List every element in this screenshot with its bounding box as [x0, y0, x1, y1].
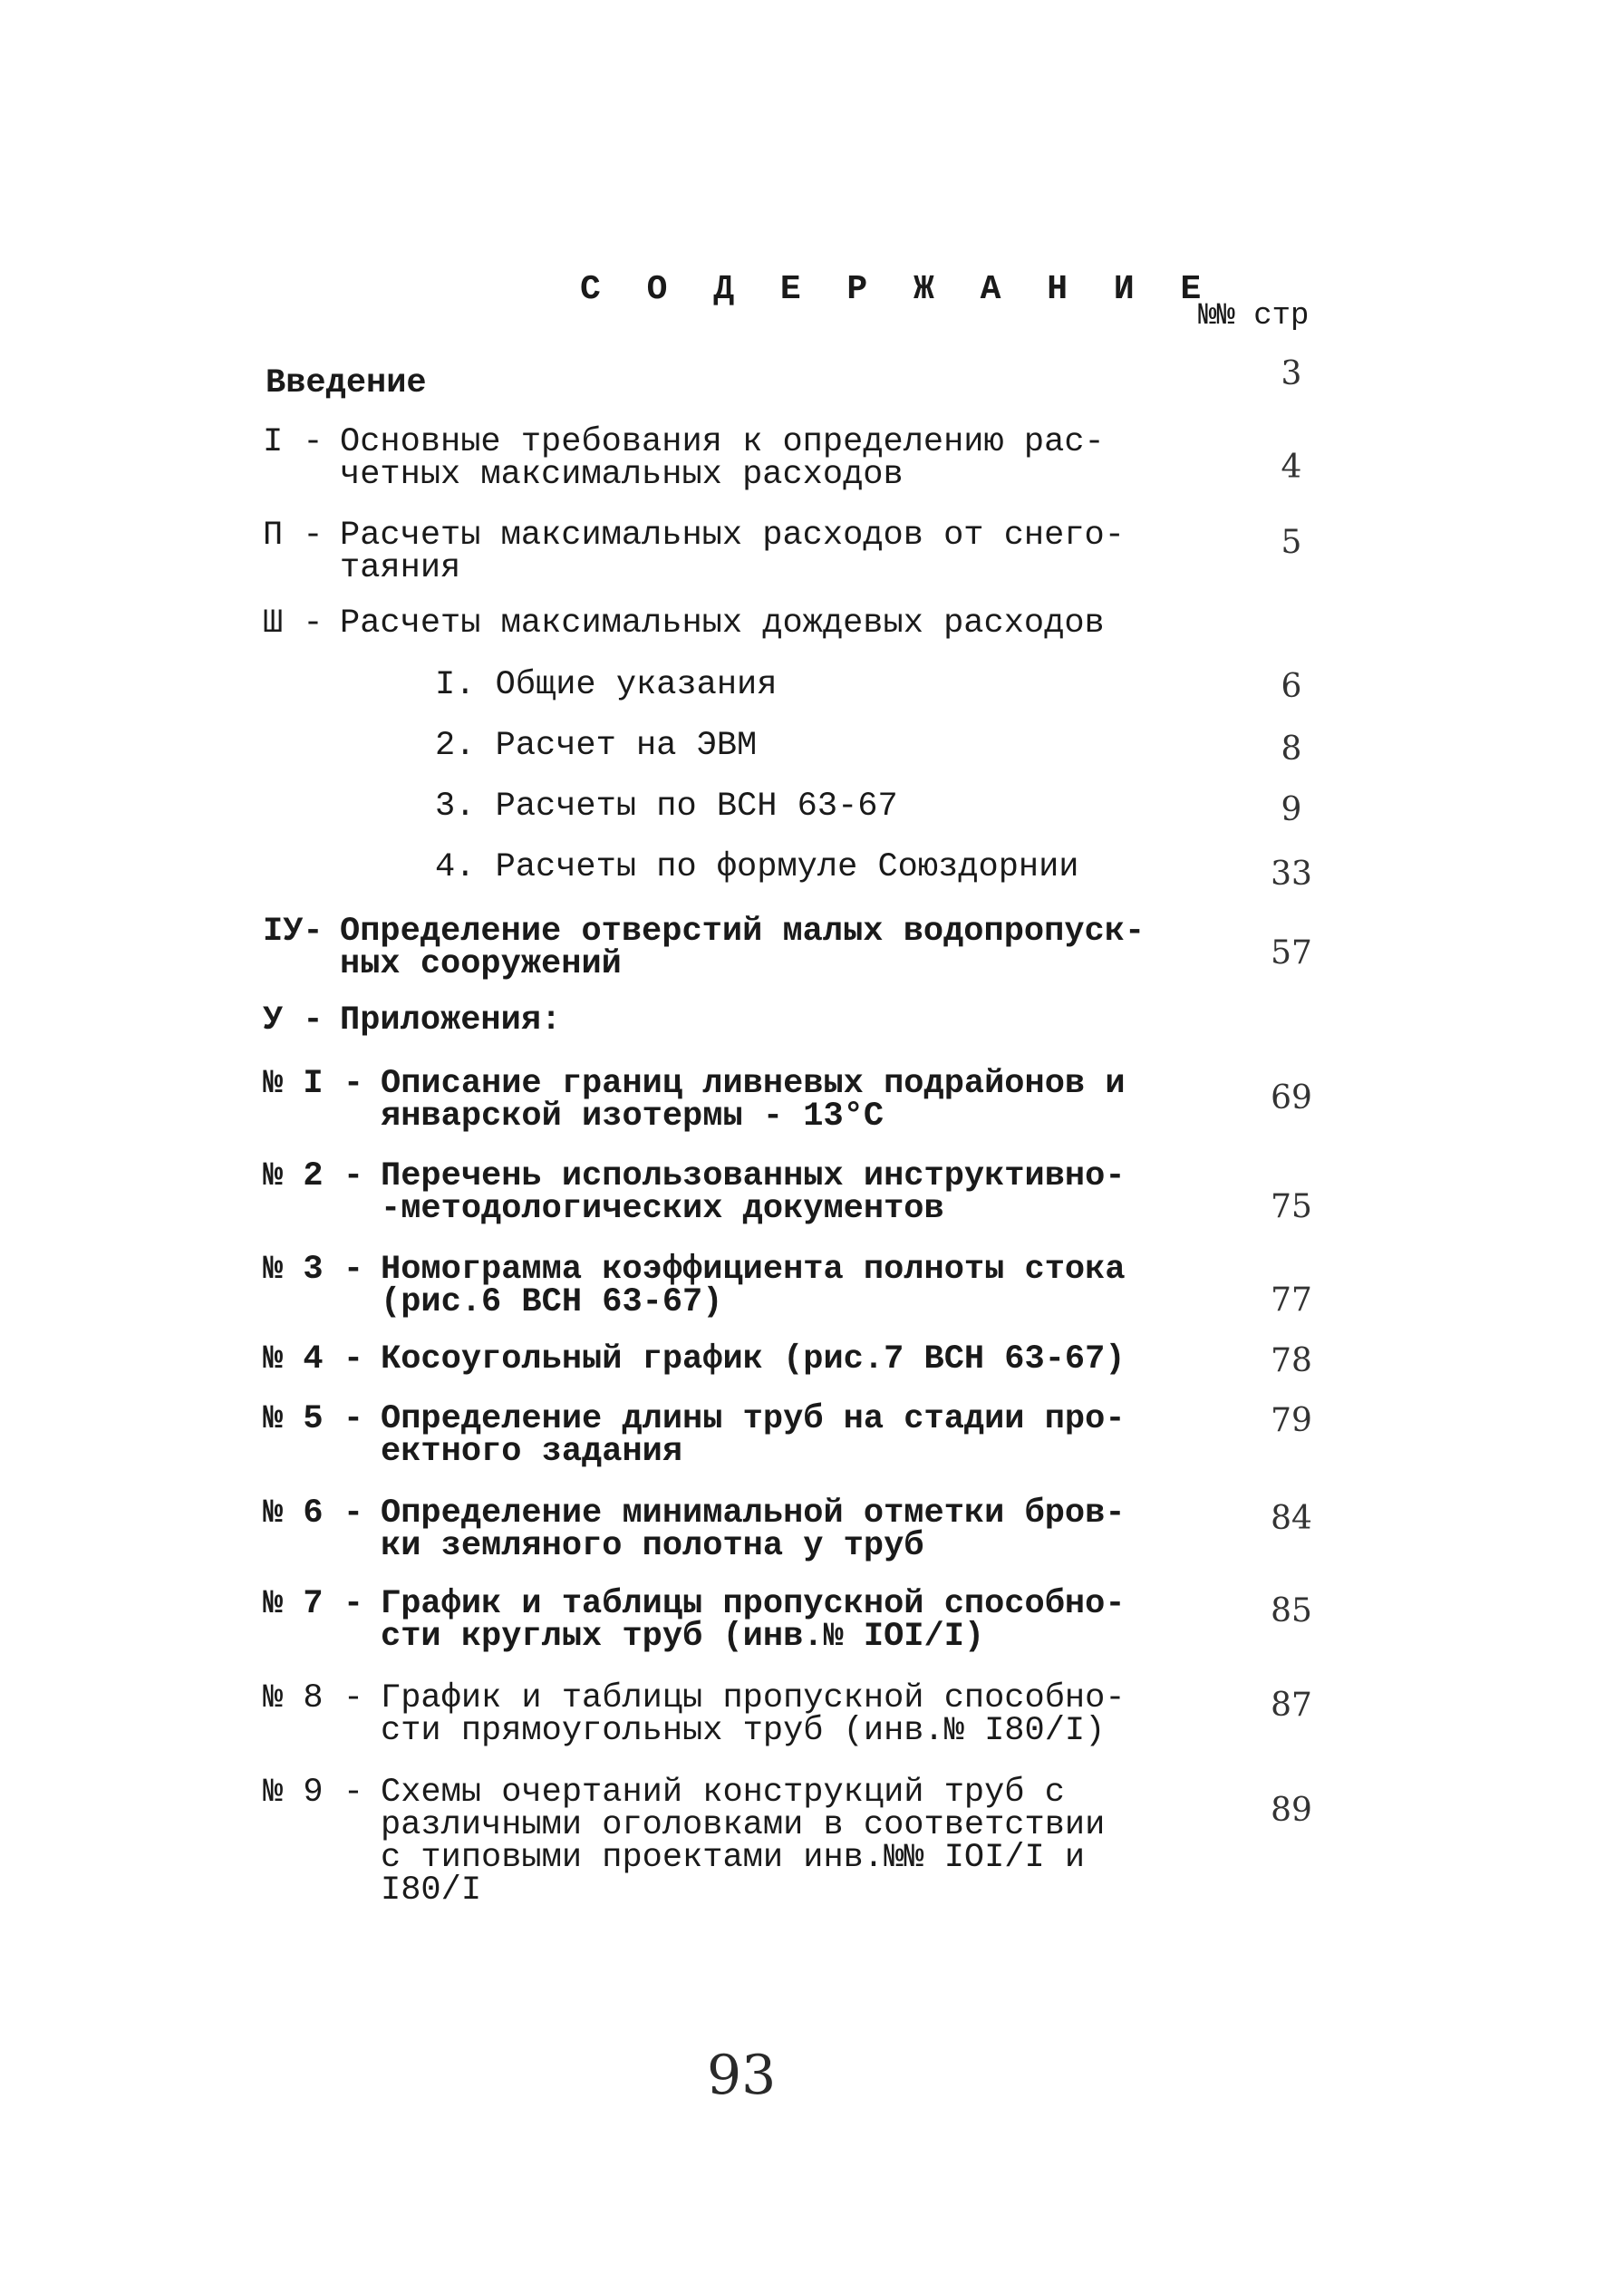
toc-entry-page: 87	[1271, 1687, 1312, 1724]
toc-entry-mark: № 7 -	[263, 1585, 364, 1623]
toc-entry-mark: П -	[263, 517, 324, 555]
toc-entry-text: I. Общие указания	[435, 666, 778, 704]
toc-entry-text: Определение длины труб на стадии про- ектного задания	[381, 1400, 1126, 1471]
toc-entry-mark: IУ-	[263, 913, 324, 951]
toc-entry-text: Расчеты максимальных расходов от снего- таяния	[340, 517, 1125, 587]
toc-entry-text: Введение	[266, 364, 427, 402]
toc-entry-page: 78	[1271, 1342, 1312, 1379]
toc-entry-page: 4	[1281, 449, 1302, 486]
toc-entry-text: 4. Расчеты по формуле Союздорнии	[435, 848, 1079, 886]
toc-entry-mark: Ш -	[263, 604, 324, 643]
toc-entry-page: 57	[1271, 934, 1312, 972]
page-number: 93	[707, 2044, 777, 2107]
toc-entry-mark: У -	[263, 1001, 324, 1040]
toc-entry-mark: № 2 -	[263, 1157, 364, 1195]
toc-entry-page: 77	[1271, 1281, 1312, 1319]
toc-entry-text: График и таблицы пропускной способно- сти прямоугольных труб (инв.№ I80/I)	[381, 1679, 1126, 1750]
toc-entry-text: Косоугольный график (рис.7 ВСН 63-67)	[381, 1340, 1126, 1378]
toc-entry-mark: № 5 -	[263, 1400, 364, 1438]
toc-entry-text: График и таблицы пропускной способно- сти круглых труб (инв.№ IOI/I)	[381, 1585, 1126, 1656]
toc-entry-text: Расчеты максимальных дождевых расходов	[340, 604, 1105, 643]
toc-entry-text: Приложения:	[340, 1001, 562, 1040]
toc-entry-page: 33	[1271, 856, 1312, 893]
toc-entry-page: 6	[1281, 668, 1302, 705]
toc-entry-page: 89	[1271, 1792, 1312, 1829]
toc-entry-text: Определение отверстий малых водопропуск- ных сооружений	[340, 913, 1146, 983]
toc-entry-page: 85	[1271, 1592, 1312, 1630]
toc-entry-mark: № I -	[263, 1065, 364, 1103]
toc-entry-text: 3. Расчеты по ВСН 63-67	[435, 788, 898, 826]
toc-entry-text: Описание границ ливневых подрайонов и январской изотермы - 13°С	[381, 1065, 1126, 1136]
toc-entry-page: 75	[1271, 1188, 1312, 1225]
toc-entry-page: 3	[1281, 355, 1302, 392]
toc-entry-text: Номограмма коэффициента полноты стока (рис.6 ВСН 63-67)	[381, 1251, 1126, 1321]
page-column-header: №№ стр	[1198, 299, 1310, 334]
toc-entry-text: Основные требования к определению рас- четных максимальных расходов	[340, 423, 1105, 494]
page-title: С О Д Е Р Ж А Н И Е	[580, 270, 1214, 309]
toc-entry-mark: № 6 -	[263, 1494, 364, 1533]
toc-entry-page: 9	[1281, 791, 1302, 828]
toc-entry-mark: № 3 -	[263, 1251, 364, 1289]
toc-entry-page: 84	[1271, 1500, 1312, 1537]
toc-entry-text: Схемы очертаний конструкций труб с различными оголовками в соответствии с типовыми проектами инв.№№ IOI/I и I80/I	[381, 1774, 1106, 1910]
toc-entry-text: Перечень использованных инструктивно- -методологических документов	[381, 1157, 1126, 1228]
toc-entry-text: Определение минимальной отметки бров- ки земляного полотна у труб	[381, 1494, 1126, 1565]
toc-entry-page: 5	[1281, 524, 1302, 561]
toc-entry-page: 69	[1271, 1079, 1312, 1117]
toc-entry-page: 8	[1281, 730, 1302, 768]
toc-entry-mark: I -	[263, 423, 324, 461]
toc-entry-mark: № 8 -	[263, 1679, 364, 1717]
toc-entry-page: 79	[1271, 1402, 1312, 1439]
toc-entry-mark: № 9 -	[263, 1774, 364, 1812]
toc-entry-mark: № 4 -	[263, 1340, 364, 1378]
toc-entry-text: 2. Расчет на ЭВМ	[435, 727, 758, 765]
